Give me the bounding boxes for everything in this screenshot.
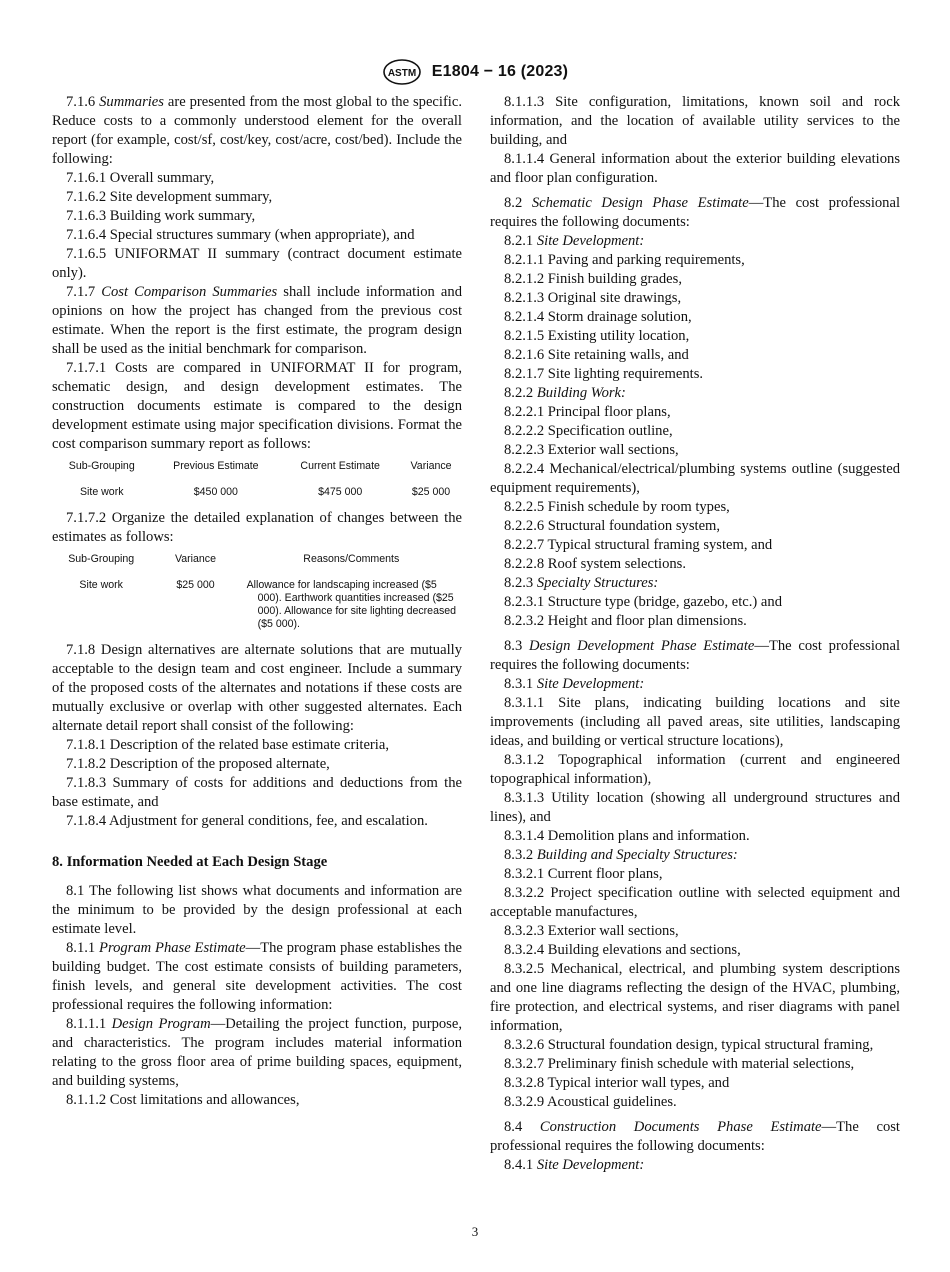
table-header: Sub-Grouping <box>68 460 135 472</box>
list-item: 8.1.1.3 Site configuration, limitations, known soil and rock information, and the location of available utility services to the building, and <box>490 94 900 148</box>
list-item: 8.3.2.1 Current floor plans, <box>504 866 663 882</box>
list-item: 7.1.8.2 Description of the proposed alternate, <box>66 756 330 772</box>
left-column <box>52 93 462 1110</box>
table-header: Variance <box>174 553 216 565</box>
list-item: 8.2.1.3 Original site drawings, <box>504 290 682 306</box>
table-header: Previous Estimate <box>173 460 259 472</box>
astm-logo-icon <box>382 58 422 86</box>
table-row <box>52 579 462 633</box>
list-item: 8.2.1.2 Finish building grades, <box>504 271 682 287</box>
table-cell: Site work <box>79 579 123 591</box>
list-item: 8.3.1.4 Demolition plans and information. <box>504 828 750 844</box>
paragraph-8-4: 8.4 Construction Documents Phase Estimate—The cost professional requires the following documents: <box>490 1119 900 1154</box>
list-item: 8.1.1.4 General information about the exterior building elevations and floor plan configuration. <box>490 151 900 186</box>
list-item: 8.3.2.7 Preliminary finish schedule with material selections, <box>504 1056 855 1072</box>
paragraph-7-1-7: 7.1.7 Cost Comparison Summaries shall include information and opinions on how the project has changed from the previous cost estimate. When the report is the first estimate, the program design shall be used as the initial benchmark for comparison. <box>52 284 462 357</box>
table-cell: $475 000 <box>318 486 363 498</box>
table-header: Reasons/Comments <box>303 553 400 565</box>
list-item: 7.1.6.1 Overall summary, <box>66 170 215 186</box>
subheading: 8.2.3 Specialty Structures: <box>504 575 659 591</box>
list-item: 8.2.1.6 Site retaining walls, and <box>504 347 689 363</box>
list-item: 8.2.3.2 Height and floor plan dimensions. <box>504 613 747 629</box>
list-item: 7.1.8.1 Description of the related base estimate criteria, <box>66 737 389 753</box>
paragraph-8-1-1: 8.1.1 Program Phase Estimate—The program phase establishes the building budget. The cost estimate consists of building parameters, finish levels, and general site development activities. The cost professional requires the following information: <box>52 940 462 1013</box>
list-item: 8.2.2.1 Principal floor plans, <box>504 404 671 420</box>
list-item: 7.1.8.3 Summary of costs for additions and deductions from the base estimate, and <box>52 775 462 810</box>
list-item: 8.2.2.2 Specification outline, <box>504 423 673 439</box>
list-item: 8.2.2.7 Typical structural framing system, and <box>504 537 773 553</box>
list-item: 8.2.1.5 Existing utility location, <box>504 328 690 344</box>
list-item: 7.1.6.5 UNIFORMAT II summary (contract document estimate only). <box>52 246 462 281</box>
paragraph-7-1-6: 7.1.6 Summaries are presented from the most global to the specific. Reduce costs to a commonly understood element for the overall report (for example, cost/sf, cost/key, cost/acre, cost/bed). Include the following: <box>52 94 462 167</box>
paragraph-7-1-8: 7.1.8 Design alternatives are alternate solutions that are mutually acceptable to the design team and cost engineer. Include a summary of the proposed costs of the alternates and notations if these costs are mutually exclusive or overlap with other suggested alternates. Each alternate detail report shall consist of the following: <box>52 642 462 734</box>
svg-text:ASTM: ASTM <box>387 68 416 79</box>
list-item: 8.3.1.3 Utility location (showing all underground structures and lines), and <box>490 790 900 825</box>
section-heading: 8. Information Needed at Each Design Stage <box>52 854 328 870</box>
list-item: 8.2.2.6 Structural foundation system, <box>504 518 721 534</box>
cost-comparison-table <box>52 460 462 501</box>
subheading: 8.2.2 Building Work: <box>504 385 626 401</box>
subheading: 8.3.2 Building and Specialty Structures: <box>504 847 738 863</box>
paragraph-8-1-1-1: 8.1.1.1 Design Program—Detailing the project function, purpose, and characteristics. The program includes material information relating to the gross floor area of prime building spaces, equipment, and building systems, <box>52 1016 462 1089</box>
list-item: 8.3.2.6 Structural foundation design, typical structural framing, <box>504 1037 874 1053</box>
subheading: 8.2.1 Site Development: <box>504 233 645 249</box>
list-item: 8.3.2.9 Acoustical guidelines. <box>504 1094 677 1110</box>
table-cell: $25 000 <box>411 486 451 498</box>
table-cell: Allowance for landscaping increased ($5 000). Earthwork quantities increased ($25 000). Allowance for site lighting decreased ($5 000). <box>246 579 457 630</box>
paragraph-7-1-7-1: 7.1.7.1 Costs are compared in UNIFORMAT II for program, schematic design, and design development estimates. The construction documents estimate is compared to the design development estimate using major specification divisions. Format the cost comparison summary report as follows: <box>52 360 462 452</box>
subheading: 8.4.1 Site Development: <box>504 1157 645 1173</box>
page-header <box>0 58 950 86</box>
list-item: 7.1.6.2 Site development summary, <box>66 189 273 205</box>
list-item: 8.3.2.8 Typical interior wall types, and <box>504 1075 730 1091</box>
list-item: 8.2.1.7 Site lighting requirements. <box>504 366 704 382</box>
paragraph-7-1-7-2: 7.1.7.2 Organize the detailed explanation of changes between the estimates as follows: <box>52 510 462 545</box>
list-item: 8.3.2.5 Mechanical, electrical, and plumbing system descriptions and one line diagrams reflecting the design of the HVAC, plumbing, fire protection, and electrical systems, and riser diagrams with panel information, <box>490 961 900 1034</box>
paragraph-8-2: 8.2 Schematic Design Phase Estimate—The cost professional requires the following documents: <box>490 195 900 230</box>
page-number: 3 <box>471 1224 479 1239</box>
list-item: 8.1.1.2 Cost limitations and allowances, <box>66 1092 300 1108</box>
list-item: 8.3.2.4 Building elevations and sections, <box>504 942 741 958</box>
list-item: 8.2.2.8 Roof system selections. <box>504 556 687 572</box>
change-explanation-table <box>52 553 462 633</box>
right-column <box>490 93 900 1175</box>
table-row <box>52 486 462 501</box>
table-header: Variance <box>410 460 452 472</box>
paragraph-8-3: 8.3 Design Development Phase Estimate—The cost professional requires the following documents: <box>490 638 900 673</box>
list-item: 8.2.1.4 Storm drainage solution, <box>504 309 692 325</box>
list-item: 8.3.2.2 Project specification outline with selected equipment and acceptable manufactures, <box>490 885 900 920</box>
list-item: 8.3.2.3 Exterior wall sections, <box>504 923 679 939</box>
table-header: Current Estimate <box>300 460 380 472</box>
table-cell: $25 000 <box>176 579 215 591</box>
list-item: 8.2.2.5 Finish schedule by room types, <box>504 499 730 515</box>
subheading: 8.3.1 Site Development: <box>504 676 645 692</box>
list-item: 8.3.1.1 Site plans, indicating building locations and site improvements (including all paved areas, site utilities, landscaping ideas, and building or vertical structure locations), <box>490 695 900 749</box>
paragraph-8-1: 8.1 The following list shows what documents and information are the minimum to be provided by the design professional at each estimate level. <box>52 883 462 937</box>
document-title: E1804 − 16 (2023) <box>431 63 569 80</box>
table-cell: $450 000 <box>193 486 238 498</box>
table-header: Sub-Grouping <box>68 553 135 565</box>
list-item: 8.2.3.1 Structure type (bridge, gazebo, etc.) and <box>504 594 782 610</box>
list-item: 7.1.8.4 Adjustment for general conditions, fee, and escalation. <box>66 813 428 829</box>
list-item: 7.1.6.4 Special structures summary (when appropriate), and <box>66 227 415 243</box>
table-cell: Site work <box>79 486 124 498</box>
list-item: 8.2.2.3 Exterior wall sections, <box>504 442 679 458</box>
list-item: 8.2.1.1 Paving and parking requirements, <box>504 252 745 268</box>
list-item: 8.2.2.4 Mechanical/electrical/plumbing systems outline (suggested equipment requirements), <box>490 461 900 496</box>
list-item: 8.3.1.2 Topographical information (current and engineered topographical information), <box>490 752 900 787</box>
list-item: 7.1.6.3 Building work summary, <box>66 208 256 224</box>
